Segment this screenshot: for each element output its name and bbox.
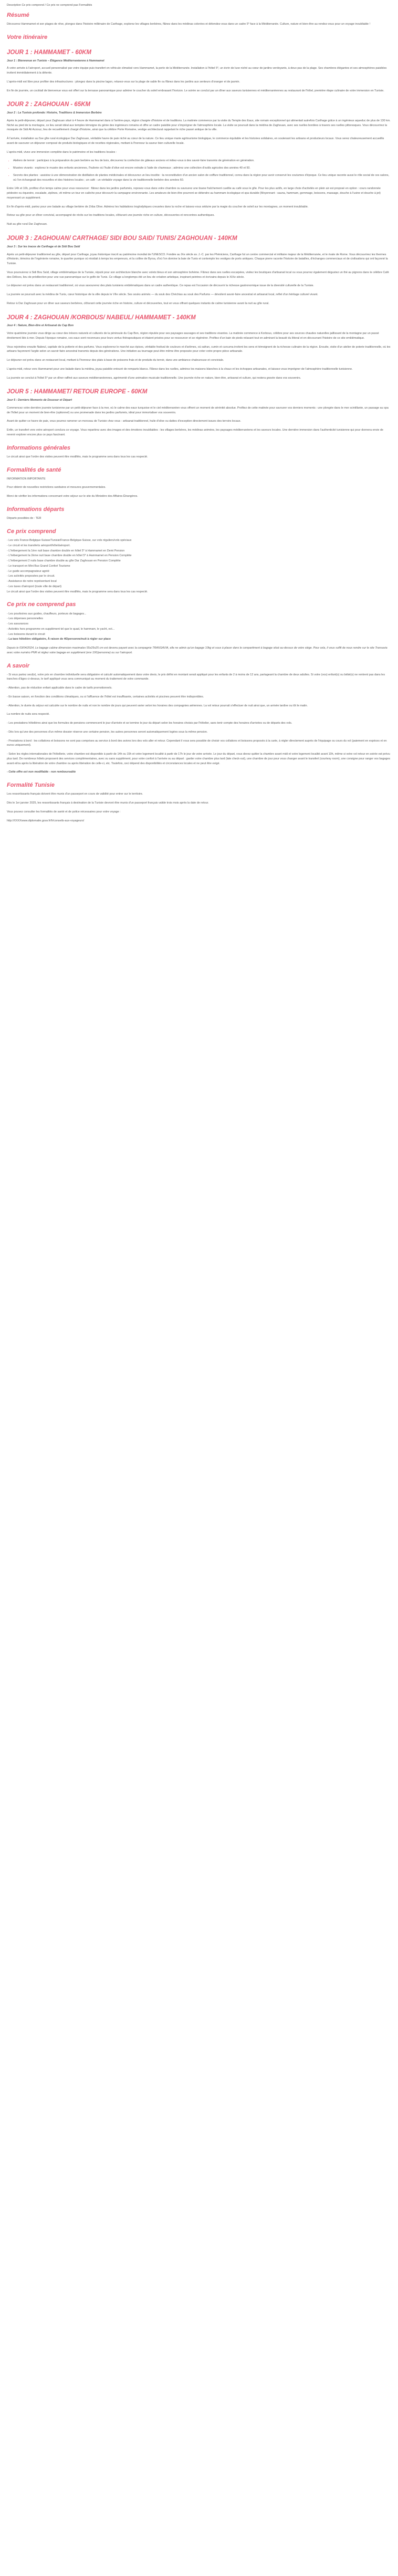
know-paragraph: La nombre de nuits sera respecté. [7,713,50,716]
excludes-item: - Les pourboires aux guides, chauffeurs, porteurs de bagages... [7,612,87,616]
day-paragraph: La journée se poursuit avec la médina de Tunis, cœur historique de la ville depuis le VIIe siècle. Ses souks animés — du souk des Chéchias au souk des Parfums — dévoilent savoir-faire ancestral et artisanat local, reflet d'un héritage culturel vivant. [7,293,318,297]
day-title: JOUR 5 : HAMMAMET/ RETOUR EUROPE - 60KM [7,389,148,395]
day-paragraph: Après le petit-déjeuner, départ pour Zaghouan situé à 4 heure de Hammamet dans à l'arrière-pays, région chargée d'histoire et de traditions. La matinée commence par la visite du Temple des Eaux, site romain exceptionnel qui alimentait autrefois Carthage grâce à un ingénieux aqueduc de plus de 130 km. Niché au pied de la montagne, ce lieu serait idéal aux temples témoigne du génie des ingénieurs romains et offre un cadre paisible pour s'imprégner de l'atmosphère locale. La visite se poursuit dans la médina de Zaghouan, avec ses ruelles bordées à travers ses ruelles pittoresques. Vous découvrirez la mosquée de Sidi Ali Azzouz, lieu de recueillement chargé d'histoire, ainsi que la célèbre Porte Romaine, vestige architectural rappelant le riche passé antique de la ville. [7,119,391,132]
excludes-list [7,612,391,642]
know-paragraph: - Attention, pas de réduction enfant applicable dans le cadre de tarifs promotionnels. [7,686,112,690]
info-text: Le circuit ainsi que l'ordre des visites peuvent être modifiés, mais le programme sera dans tous les cas respecté. [7,455,148,458]
know-paragraph: - Attention, le durée du séjour est calculée sur le nombre de nuits et non le nombre de jours qui peuvent varier selon les horaires des compagnies aériennes. La vol retour pourrait s'effectuer de nuit ainsi que, un arrivée tardive ou tôt le matin. [7,704,308,707]
border-text-1: Les ressortissants français doivent être munis d'un passeport en cours de validité pour entrer sur le territoire. [7,792,143,796]
formalities-subtitle: INFORMATION IMPORTANTE [7,477,46,481]
day-title: JOUR 1 : HAMMAMET - 60KM [7,49,92,56]
day-paragraph: Votre quatrième journée vous dirige au cœur des trésors naturels et culturels de la péninsule du Cap Bon, région réputée pour ses paysages sauvages et ses traditions vivantes. La matinée commence à Korbous, célèbre pour ses sources chaudes naturelles jaillissant de la montagne par un passé étroitement liée à mer. Depuis l'époque romaine, ces eaux sont reconnues pour leurs vertus thérapeutiques et étaient prisées pour se ressourcer et se régénérer. Profitez d'un bain de pieds relaxant tout en admirant la beauté du littoral et en découvrant l'histoire de ce site emblématique. [7,332,379,340]
departures-text: Départs possibles de : TER [7,517,41,520]
includes-item: - Le guide accompagnateur agréé [7,569,49,573]
excludes-section [7,601,391,655]
itinerary-section [7,34,391,437]
know-list [7,673,391,775]
formalities-section [7,467,391,499]
includes-item: - Les activités proposées par le circuit. [7,575,55,578]
day-title: JOUR 4 : ZAGHOUAN /KORBOUS/ NABEUL/ HAMMAMET - 140KM [7,314,196,321]
itinerary-title: Votre itinéraire [7,34,48,40]
excludes-item: - Les assurances [7,622,29,626]
day-paragraph: Vous rejoindrez ensuite Nabeul, capitale de la potterie et des parfums. Vous explorerez le marché aux épices, véritable festival de couleurs et d'arômes, où safran, cumin et curcuma invitent les sens et témoignent de la richesse culinaire de la région. Ensuite, visite d'un atelier de poterie traditionnelle, où les artisans façonnent l'argile selon un savoir-faire ancestral transmis depuis des générations. Une initiation au tournage peut-être même être proposée pour créer votre propre pièce artisanale. [7,345,391,353]
day-paragraph: L'après-midi, retour vers Hammamet pour une balade dans la médina, joyau paisible entouré de remparts blancs. Flânez dans les ruelles, admirez les maisons blanches à la chaux et les échoppes artisanales, et laissez-vous imprégner de l'atmosphère traditionnelle tunisienne. [7,367,353,371]
day-activity-list [7,159,391,182]
know-paragraph: - Les prestations hôtelières ainsi que les formules de pensions commencent le jour d'arrivée et se termine le jour du départ selon les horaires choisis par l'hôtelier, sans tenir compte des horaires d'arrivées ou de départs des vols. [7,722,292,725]
day-section [7,315,391,381]
day-paragraph: Entre 14h et 16h, profitez d'un temps calme pour vous ressourcer : flânez dans les jardins parfumés, reposez-vous dans votre chambre ou savourez une tisane fraîchement cueillie au café sous le gîte. Pour les plus actifs, en large choix d'activités en plein air est proposé en option : cours randonnée pédestre ou équestre, escalade, ziplines, vtt même un tour en calèche pour découvrir la campagne environnante. Les amateurs de bien-être pourront se détendre au hammam écologique et spa durable (Moyennant : sauna, hammam, gommage, boissons, massage, douche à l'usine et douche à jet) moyennant un supplément. [7,187,381,200]
day-paragraph: Après un petit-déjeuner traditionnel au gîte, départ pour Carthage, joyau historique inscrit au patrimoine mondial de l'UNESCO. Fondée au IXe siècle av. J.-C. par les Phéniciens, Carthage fut un centre commercial et militaire majeur de la Méditerranée, et le rivale de Rome. Vous découvrirez les thermes d'Antonin, témoins de l'ingénierie romaine, le quartier punique où résidait à temps les empereurs, et la colline de Byrsa, d'où l'on domine la baie de Tunis et contemple les vestiges de ports antiques. Chaque pierre raconte l'histoire de batailles, d'échanges commerciaux et de civilisations qui ont façonné la Tunisie. [7,253,388,266]
day-section [7,235,391,306]
resume-title: Résumé [7,12,29,18]
day-section [7,101,391,227]
includes-item: - L'hébergement la 1ère nuit base chambre double en hôtel 5* à Hammamet en Demi Pension [7,549,125,552]
day-subtitle: Jour 5 : Derniers Moments de Douceur et Départ [7,399,72,402]
includes-item: - Le transport en Mini Bus Grand Confort Tourisme [7,564,70,568]
includes-item: - Les vols France-Belgique-Suisse/Tunisie/France-Belgique-Suisse, sur vols réguliers/vols spéciaux [7,539,132,543]
know-paragraph: - Si vous partez seul(e), votre prix en chambre individuelle sera obligatoire et calculé automatiquement dans votre devis, le prix défini en montant serait appliqué pour les enfants de 2 à moins de 12 ans, partageant la chambre de deux adultes. Si votre (vos) enfant(s) ou bébé(s) ne rentrent pas dans les tranches d'âges ci-dessus, le tarif appliqué vous sera communiqué au moment du traitement de votre commande. [7,673,385,681]
day-paragraph: À l'arrivée, installation au 5se gîte rural écologique Dar Zaghouan, véritable havre de paix niché au cœur de la nature. Ce lieu unique marie agritourisme biologique, le commerce équitable et les histoires solidaires, en soutenant les artisans et producteurs locaux. Vous serez chaleureusement accueillis avant de savourer un déjeuner composé de produits biologiques et de recettes régionales, mettant à l'honneur la saveur bien culturelle locale. [7,137,384,145]
day-section [7,389,391,437]
day-subtitle: Jour 4 : Nature, Bien-être et Artisanat du Cap Bon [7,324,74,328]
day-subtitle: Jour 3 : Sur les traces de Carthage et de Sidi Bou Saïd [7,245,80,248]
day-paragraph: À votre arrivée à l'aéroport, accueil personnalisé par votre équipe puis transfert en véhicule climatisé vers Hammamet, la perle de la Méditerranée. Installation à l'hôtel 5*, un écrin de luxe niché au cœur de jardins verdoyants, à deux pas de la plage. Ses chambres élégantes et ses atmosphères paisibles invitent immédiatement à la détente. [7,67,387,75]
departures-section [7,506,391,521]
day-title: JOUR 3 : ZAGHOUAN/ CARTHAGE/ SIDI BOU SAID/ TUNIS/ ZAGHOUAN - 140KM [7,235,237,242]
formalities-text-2: Merci de vérifier les informations concernant votre séjour sur le site du Ministère des Affaires Étrangères. [7,495,138,498]
includes-item: - L'hébergement la 2ème nuit base chambre double en hôtel 5* à Hammamet en Pension Complète [7,554,132,558]
day-activity-item: • Musées vivants : explorez le musée des enfants anciennes, l'huilerie où l'huile d'olive est encore extraite à l'aide de chameaux ; admirez une collection d'outils agricoles des années 40 et 50. [13,166,391,171]
know-paragraph: - Cette offre est non modifiable - non remboursable [7,770,76,774]
resume-text: Découvrez Hammamet et son plages de rêve, plongez dans l'histoire millénaire de Carthage, explorez les villages berbères, flânez dans les médinas colorées et détendez-vous dans un cadre 5* face à la Méditerranée. Culture, nature et bien-être au rendez-vous pour un voyage inoubliable ! [7,22,371,26]
day-paragraph: Vous poursuivrez à Sidi Bou Saïd, village emblématique de la Tunisie, réputé pour son architecture blanche avec volets bleus et son atmosphère bohème. Flânez dans ses ruelles escarpées, visitez les boutiques d'artisanat local ou vous pourrez également dégustez un thé au pignons dans le célèbre Café des Délices, lieu de prédilection pour une vue panoramique sur le golfe de Tunis. Ce village a longtemps été un lieu de création artistique, inspirant peintres et écrivains depuis le XIXe siècle. [7,270,389,279]
border-text-3: Vous pouvez consulter les formalités de santé et de police nécessaires pour votre voyage : [7,810,121,814]
day-paragraph: En fin de journée, un cocktail de bienvenue vous est offert sur la terrasse panoramique pour admirer le coucher du soleil embrasant l'horizon. Le soirée se conclut par un dîner aux saveurs tunisiennes et méditerranéennes au restaurant de l'hôtel, première étape culinaire de votre immersion en Tunisie. [7,89,384,92]
cabin-bag-note: Depuis le 03/04/2024, Le bagage cabine dimension maximales 55x25x25 cm est devenu payant avec la compagnie TRANSAVIA, elle ne admis qu'un bagage 10kg et sous à placer dans le compartiment à bagage situé au-dessus de votre siège. Pour cela, il vous suffit de nous rendre sur le site Transavia avec votre numéro PNR et réglez votre bagage en supplément (env 10€/personne) ou sur l'aéroport. [7,646,387,654]
day-paragraph: Commencez votre dernière journée tunisienne par un petit-déjeuner face à la mer, où le calme des eaux turquoise et le ciel méditerranéen vous offrent un moment de sérénité absolue. Profitez de cette matinée pour savourer vos derniers moments : une plongée dans le mer scintillante, un passage au spa de l'hôtel pour un moment de bien-être (optionnel) ou une promenade dans les jardins parfumés, idéal pour immortaliser vos souvenirs. [7,406,389,414]
border-section [7,782,391,823]
day-paragraph: L'après-midi est libre pour profiter des infrastructures : plongez dans la piscine lagon, relaxez-vous sur la plage de sable fin ou flânez dans les jardins aux senteurs d'oranger et de jasmin. [7,80,240,84]
know-paragraph: - Selon les règles internationales de l'hôtellerie, votre chambre est disponible à partir de 14h ou 15h et votre logement localité à partir de 17h le jour de votre arrivée. Le jour du départ, vous devez quitter la chambre avant midi et votre logement localité avant 10h, même si votre vol retour en soirée est prévu plus tard. De nombreux hôtels proposent des services complémentaires, avec ou sans supplément, pour votre confort à l'arrivée ou au départ : garder votre chambre plus tard (late check-out), une chambre de jour pour vous changer avant le transfert (courtesy room), une consigne pour ranger vos bagages avant et/ou après la libération de votre chambre ou après libération de celle-ci, etc. Toutefois, ceci dépend des disponibilités et circonstances locales et ne peut être exigé. [7,753,391,765]
itinerary-days [7,49,391,437]
excludes-item: - Les boissons durant le circuit [7,632,45,636]
includes-item: - Les taxes d'aéroport (toute ville de départ) [7,585,62,588]
know-paragraph: - En basse saison, en fonction des conditions climatiques, ou si l'affluence de l'hôtel est insuffisante, certaines activités et piscines peuvent être indisponibles. [7,695,204,698]
includes-list [7,538,391,594]
excludes-item: - Les dépenses personnelles [7,617,43,621]
know-paragraph: - Prestations à bord : les collations et boissons ne sont pas comprises au service à bord des avions lors des vols aller et retour. Cependant il vous sera possible de choisir vos collations et boissons proposés à la carte, à régler directement auprès de l'équipage ou cours du vol (paiement en espèces et en euros uniquement). [7,739,387,747]
excludes-item: - La taxe hôtelière obligatoire, À raison de 4€/personne/nuit à régler sur place [7,638,111,641]
page-description: Description Ce prix comprend / Ce prix ne comprend pas Formalités [7,4,92,7]
day-paragraph: L'après-midi, vivez une immersion complète dans le patrimoine et les traditions locales : [7,150,117,154]
day-activity-item: • Secrets des plantes : assistez à une démonstration de distillation de plantes médicinales et découvrez un lieu insolite : la reconstitution d'un ancien salon de coiffure traditionnel, connu dans la région pour avoir conservé les coutumes d'époque. Ce lieu unique raconte aussi le rôle social de ces salons, où l'on échangeait des nouvelles et des histoires locales ; un café : un véritable voyage dans la vie traditionnelle berbère des années 60. [13,173,391,183]
day-subtitle: Jour 2 : La Tunisie profonde: Histoire, Traditions & Immersion Berbère [7,111,102,115]
page [0,0,398,833]
day-paragraph: En fin d'après-midi, partez pour une balade au village berbère de Zriba Olive. Admirez les habitations troglodytiques creusées dans la roche et laissez-vous séduire par la magie du coucher de soleil sur les montagnes, un moment inoubliable. [7,205,309,208]
includes-item: - Assistance de notre représentant local [7,580,57,583]
resume-section [7,12,391,27]
includes-item: - L'hébergement 2 nuits base chambre double au gîte Dar Zaghouan en Pension Complète [7,559,121,563]
day-section [7,49,391,93]
day-activity-item: • Ateliers de terroir : participez à la préparation du pain berbère au feu de bois, découvrez la confection de gâteaux anciens et initiez-vous à des savoir-faire transmis de génération en génération. [13,159,391,163]
formalities-title: Formalités de santé [7,466,61,473]
includes-item: - Le circuit et les transferts aéroport/hôtel/aéroport. [7,544,71,547]
includes-title: Ce prix comprend [7,528,56,535]
departures-title: Informations départs [7,506,65,513]
day-paragraph: Retour au gîte pour un dîner convivial, accompagné de récits sur les traditions locales, clôturant une journée riche en culture, découvertes et rencontres authentiques. [7,214,215,217]
info-section [7,445,391,460]
know-title: A savoir [7,662,30,669]
day-paragraph: Le déjeuner est prévu dans un restaurant local, mettant à l'honneur des plats à base de poissons frais et de produits du terroir, dans une ambiance chaleureuse et conviviale. [7,359,224,362]
day-paragraph: Nuit au gîte rural Dar Zaghouan. [7,223,48,226]
day-title: JOUR 2 : ZAGHOUAN - 65KM [7,101,91,108]
day-paragraph: Avant de quitter ce havre de paix, vous pourrez ramener un morceau de Tunisie chez vous : artisanat traditionnel, huile d'olive ou dattes d'exception directement issues des terroirs locaux. [7,420,242,423]
day-paragraph: Le déjeuner est prévu dans un restaurant traditionnel, où vous savourerez des plats tunisiens emblématiques dans un cadre authentique. Ce repas est l'occasion de découvrir la richesse gastronomique issue de la diversité culturelle de la Tunisie. [7,284,315,288]
day-paragraph: La journée se conclut à l'hôtel 5* par un dîner raffiné aux saveurs méditerranéennes, agrémenté d'une animation musicale traditionnelle. Une journée riche en nature, bien-être, artisanat et culture, qui restera gravée dans vos souvenirs. [7,376,301,380]
includes-section [7,528,391,594]
border-title: Formalité Tunisie [7,782,55,789]
know-paragraph: - Dès lors qu'une des personnes d'un même dossier réserve une certaine pension, les autres personnes seront automatiquement logées sous la même pension. [7,730,208,734]
border-text-2: Dès le 1er janvier 2025, les ressortissants français à destination de la Tunisie devront être munis d'un passeport français valide trois mois après la date de retour. [7,801,209,805]
day-paragraph: Enfin, un transfert vers votre aéroport conclura ce voyage. Vous repartirez avec des images et des émotions inoubliables : les villages berbères, les médinas animées, les paysages méditerranéens et les saveurs locales. Une dernière immersion dans l'authenticité tunisienne qui pour donnera envie de revenir explorer encore plus ce pays fascinant. [7,429,383,436]
know-section [7,663,391,775]
formalities-text-1: Pour obtenir de nouvelles restrictions sanitaires et mesures gouvernementales. [7,486,106,489]
info-title: Informations générales [7,444,71,451]
diplomatie-link[interactable]: http://XXXXwww.diplomatie.gouv.fr/fr/conseils-aux-voyageurs/ [7,819,85,822]
excludes-item: - Activités hors programme en supplément tel que le quad, le hammam, le yacht, ect... [7,627,115,631]
day-subtitle: Jour 1 : Bienvenue en Tunisie – Élégance Méditerranéenne à Hammamet [7,59,104,62]
day-paragraph: Retour à Dar Zaghouan pour un dîner aux saveurs berbères, clôturant cette journée riche en histoire, culture et découvertes, tout en vous offrant quelques instants de calme tunisienne avant la nuit au gîte rural. [7,301,269,305]
includes-item: Le circuit ainsi que l'ordre des visites peuvent être modifiés, mais le programme sera dans tous les cas respecté. [7,590,148,593]
excludes-title: Ce prix ne comprend pas [7,601,76,608]
